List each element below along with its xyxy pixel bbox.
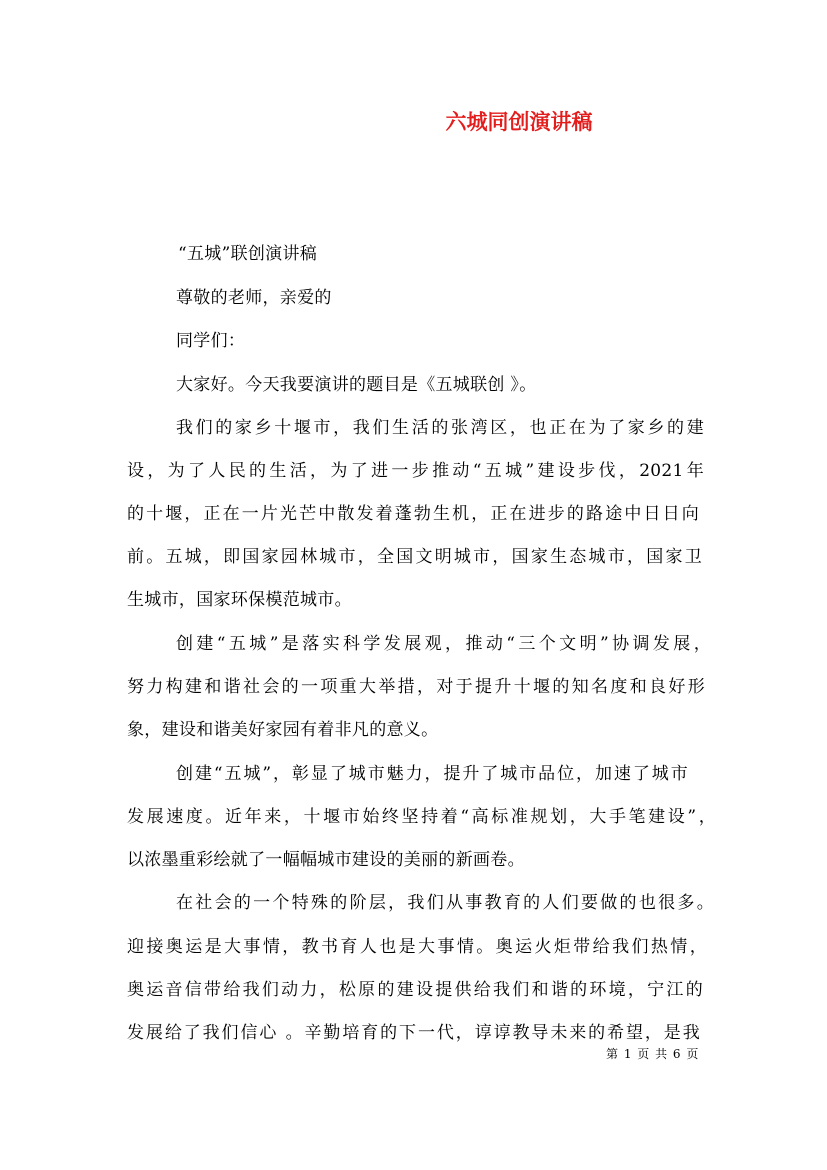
text-line: 前。五城，即国家园林城市，全国文明城市，国家生态城市，国家卫 [127,547,702,567]
page-number: 第 1 页 共 6 页 [606,1047,700,1061]
text-line: 发展速度。近年来，十堰市始终坚持着“高标准规划，大手笔建设”， [127,807,716,827]
text-line: 以浓墨重彩绘就了一幅幅城市建设的美丽的新画卷。 [127,850,525,870]
text-line: 迎接奥运是大事情，教书育人也是大事情。奥运火炬带给我们热情， [127,937,707,957]
text-line: 的十堰，正在一片光芒中散发着蓬勃生机，正在进步的路途中日日向 [127,504,699,524]
text-line: 努力构建和谐社会的一项重大举措，对于提升十堰的知名度和良好形 [127,677,705,697]
text-line: 大家好。今天我要演讲的题目是《五城联创 》。 [176,375,537,395]
text-line: 奥运音信带给我们动力，松原的建设提供给我们和谐的环境，宁江的 [127,980,703,1000]
text-line: 设，为了人民的生活，为了进一步推动“五城”建设步伐，2021年 [127,461,704,481]
text-line: 在社会的一个特殊的阶层，我们从事教育的人们要做的也很多。 [176,893,714,913]
text-line: 创建“五城”是落实科学发展观，推动“三个文明”协调发展， [176,634,711,654]
text-line: 尊敬的老师，亲爱的 [176,288,332,308]
document-title: 六城同创演讲稿 [445,109,593,134]
text-line: 创建“五城”，彰显了城市魅力，提升了城市品位，加速了城市 [176,764,688,784]
text-line: 生城市，国家环保模范城市。 [127,590,352,610]
text-line: 我们的家乡十堰市，我们生活的张湾区，也正在为了家乡的建 [176,418,704,438]
text-line: 象，建设和谐美好家园有着非凡的意义。 [127,720,439,740]
text-line: 发展给了我们信心 。辛勤培育的下一代，谆谆教导未来的希望，是我 [127,1023,700,1043]
speech-heading: “五城”联创演讲稿 [178,244,318,264]
text-line: 同学们： [176,331,246,351]
